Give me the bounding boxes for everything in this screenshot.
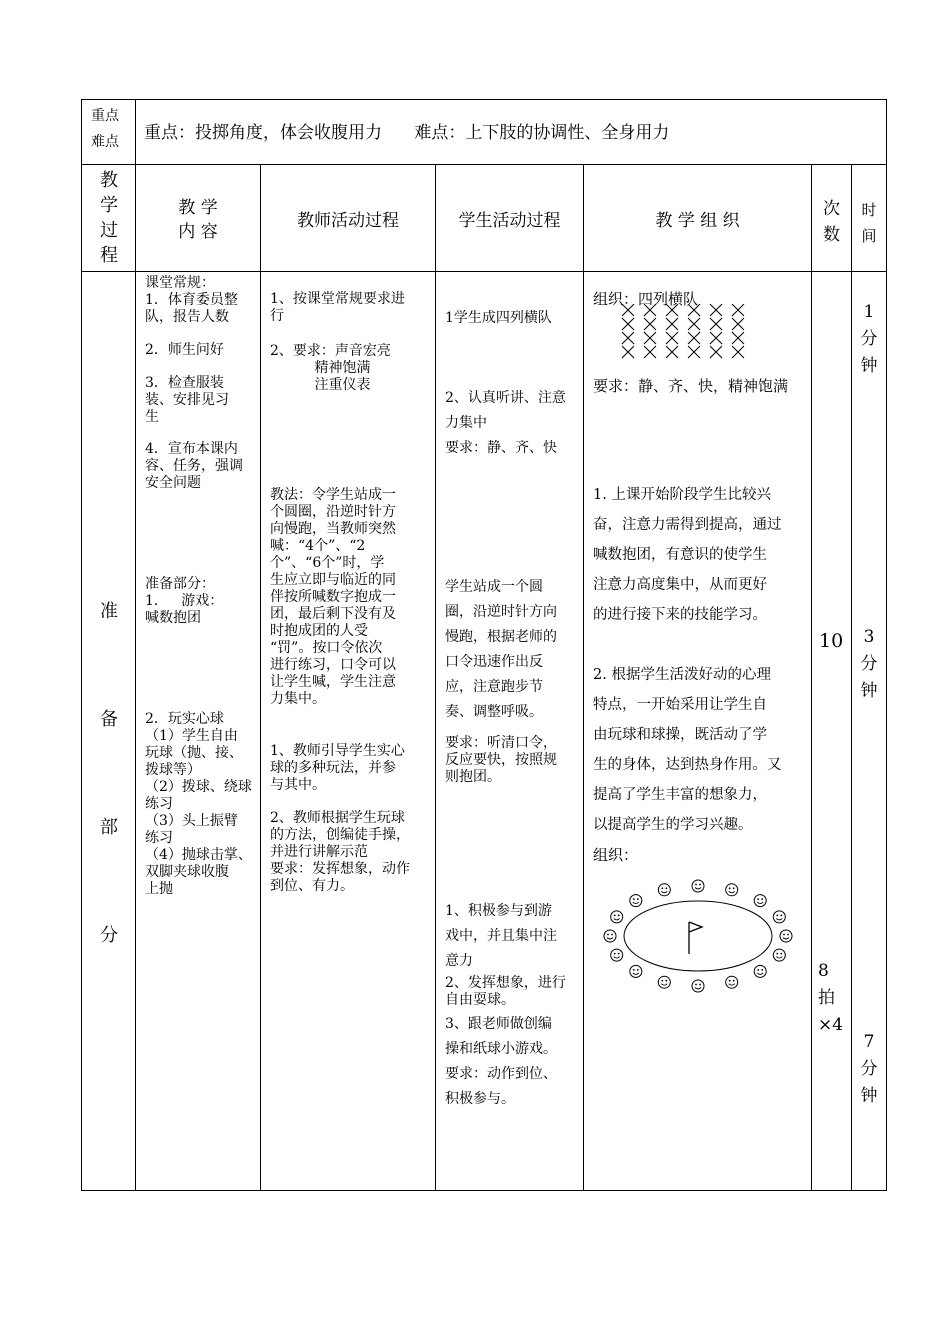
time-3-line: 钟 xyxy=(860,1086,878,1106)
time-1-line: 1 xyxy=(863,302,875,322)
content-prep: 准备部分： 1． 游戏： 喊数抱团 xyxy=(145,576,224,626)
col-divider-1 xyxy=(135,99,136,1191)
border-left xyxy=(81,99,82,1191)
smiley-face-icon xyxy=(611,949,623,961)
count-2-line: ×4 xyxy=(818,1015,844,1035)
formation-cross-icon xyxy=(666,318,678,330)
header-count xyxy=(812,196,851,248)
formation-cross-icon xyxy=(666,332,678,344)
formation-cross-icon xyxy=(688,318,700,330)
time-3-line: 7 xyxy=(863,1032,875,1052)
smiley-face-icon xyxy=(630,895,642,907)
smiley-face-icon xyxy=(604,930,616,942)
time-2-line: 钟 xyxy=(860,681,878,701)
stage-name-char: 准 xyxy=(100,601,118,622)
stage-name-char: 分 xyxy=(100,925,118,946)
formation-cross-icon xyxy=(710,332,722,344)
smiley-face-icon xyxy=(754,895,766,907)
content-ball: 2．玩实心球 （1）学生自由 玩球（抛、接、 拨球等） （2）拨球、绕球 练习 （3）头上振臂 练习 （4）抛球击掌、 双脚夹球收腹 上抛 xyxy=(145,711,252,897)
org-4: 2. 根据学生活泼好动的心理 特点，一开始采用让学生自 由玩球和球操，既活动了学 生的身体，达到热身作用。又 提高了学生丰富的想象力， 以提高学生的学习兴趣。 xyxy=(593,667,782,833)
header-content-line: 教 学 xyxy=(178,198,218,218)
formation-cross-icon xyxy=(644,304,656,316)
formation-cross-icon xyxy=(732,318,744,330)
border-bottom xyxy=(81,1190,887,1191)
student-2: 2、认真听讲、注意 力集中 要求：静、齐、快 xyxy=(445,390,566,456)
formation-cross-icon xyxy=(644,318,656,330)
key-points-label-2: 难点 xyxy=(91,134,119,150)
student-5: 1、积极参与到游 戏中，并且集中注 意力 xyxy=(445,903,557,969)
border-row2 xyxy=(81,271,887,272)
smiley-face-icon xyxy=(773,949,785,961)
time-1-line: 分 xyxy=(860,329,878,349)
header-count-char: 次 xyxy=(823,199,840,219)
smiley-face-icon xyxy=(754,965,766,977)
time-2 xyxy=(852,624,886,705)
header-stage-char: 程 xyxy=(100,245,118,266)
smiley-face-icon xyxy=(726,884,738,896)
header-time xyxy=(852,197,886,249)
header-stage-char: 学 xyxy=(100,195,118,216)
border-top xyxy=(81,99,887,100)
header-time-char: 间 xyxy=(861,227,877,245)
formation-cross-icon xyxy=(622,332,634,344)
header-count-char: 数 xyxy=(823,225,840,245)
stage-name-char: 部 xyxy=(100,817,118,838)
header-organization: 教 学 组 织 xyxy=(655,211,740,231)
time-1 xyxy=(852,299,886,380)
formation-cross-icon xyxy=(622,304,634,316)
circle-ellipse xyxy=(624,901,772,971)
formation-marks xyxy=(622,304,744,358)
org-2: 要求：静、齐、快，精神饱满 xyxy=(593,377,789,395)
formation-cross-icon xyxy=(666,304,678,316)
smiley-face-icon xyxy=(780,930,792,942)
teacher-3: 教法：令学生站成一 个圆圈，沿逆时针方 向慢跑，当教师突然 喊：“4个”、“2 个”、“6个”时，学 生应立即与临近的同 伴按所喊数字抱成一 团，最后剩下没有及 时抱成团的人受 “罚”。按口令依次 进行练习，口令可以 让学生喊，学生注意 力集中。 xyxy=(270,487,396,707)
stage-name-char: 备 xyxy=(100,709,118,730)
org-5: 组织： xyxy=(593,846,639,864)
smiley-face-icon xyxy=(726,976,738,988)
circle-game-diagram xyxy=(602,874,802,1004)
smiley-face-icon xyxy=(658,976,670,988)
count-1: 10 xyxy=(819,630,844,652)
content-announce: 4．宣布本课内 容、任务，强调 安全问题 xyxy=(145,441,243,491)
header-stage-char: 过 xyxy=(100,220,118,241)
formation-cross-icon xyxy=(644,346,656,358)
student-4: 要求：听清口令， 反应要快，按照规 则抱团。 xyxy=(445,735,557,785)
formation-cross-icon xyxy=(732,346,744,358)
time-2-line: 分 xyxy=(860,654,878,674)
header-teacher: 教师活动过程 xyxy=(297,211,399,231)
org-3: 1. 上课开始阶段学生比较兴 奋，注意力需得到提高，通过 喊数抱团，有意识的使学生 注意力高度集中，从而更好 的进行接下来的技能学习。 xyxy=(593,487,782,623)
formation-cross-icon xyxy=(688,304,700,316)
teacher-4: 1、教师引导学生实心 球的多种玩法，并参 与其中。 xyxy=(270,743,405,793)
count-2-line: 8 xyxy=(818,961,829,981)
student-1: 1学生成四列横队 xyxy=(445,310,552,326)
smiley-face-icon xyxy=(611,911,623,923)
time-2-line: 3 xyxy=(863,627,875,647)
smiley-face-icon xyxy=(630,965,642,977)
formation-cross-icon xyxy=(710,346,722,358)
smiley-face-icon xyxy=(692,980,704,992)
formation-cross-icon xyxy=(732,304,744,316)
student-3: 学生站成一个圆 圈，沿逆时针方向 慢跑，根据老师的 口令迅速作出反 应，注意跑步节 奏、调整呼吸。 xyxy=(445,579,557,720)
header-student: 学生活动过程 xyxy=(458,211,561,231)
header-stage xyxy=(94,168,124,268)
content-routine: 课堂常规： 1．体育委员整 队，报告人数 xyxy=(145,275,238,325)
time-3 xyxy=(852,1029,886,1110)
count-2 xyxy=(818,958,843,1039)
student-6: 2、发挥想象，进行 自由耍球。 xyxy=(445,975,566,1008)
formation-cross-icon xyxy=(688,346,700,358)
header-stage-char: 教 xyxy=(100,170,118,191)
stage-name xyxy=(94,558,124,990)
content-check: 3．检查服装 装、安排见习 生 xyxy=(145,375,229,425)
header-content xyxy=(136,196,260,244)
border-row1 xyxy=(81,164,887,165)
teacher-5: 2、教师根据学生玩球 的方法，创编徒手操， 并进行讲解示范 要求：发挥想象，动作 到位、有力。 xyxy=(270,810,410,894)
formation-cross-icon xyxy=(622,318,634,330)
time-1-line: 钟 xyxy=(860,356,878,376)
student-7: 3、跟老师做创编 操和纸球小游戏。 要求：动作到位、 积极参与。 xyxy=(445,1016,557,1107)
col-divider-5 xyxy=(811,164,812,1191)
smiley-face-icon xyxy=(658,884,670,896)
formation-cross-icon xyxy=(732,332,744,344)
border-right xyxy=(886,99,887,1191)
key-points-text: 重点：投掷角度，体会收腹用力 难点：上下肢的协调性、全身用力 xyxy=(144,123,670,143)
header-time-char: 时 xyxy=(861,201,877,219)
formation-cross-icon xyxy=(666,346,678,358)
flag-icon xyxy=(689,922,702,954)
formation-diagram xyxy=(620,304,760,364)
formation-cross-icon xyxy=(710,318,722,330)
teacher-2: 2、要求：声音宏亮 精神饱满 注重仪表 xyxy=(270,343,391,393)
formation-cross-icon xyxy=(688,332,700,344)
key-points-label-1: 重点 xyxy=(91,108,119,124)
formation-cross-icon xyxy=(710,304,722,316)
formation-cross-icon xyxy=(622,346,634,358)
col-divider-4 xyxy=(583,164,584,1191)
time-3-line: 分 xyxy=(860,1059,878,1079)
smiley-face-icon xyxy=(692,880,704,892)
formation-cross-icon xyxy=(644,332,656,344)
teacher-1: 1、按课堂常规要求进 行 xyxy=(270,291,405,324)
smiley-face-icon xyxy=(773,911,785,923)
student-faces xyxy=(604,880,792,992)
count-2-line: 拍 xyxy=(818,988,835,1008)
header-content-line: 内 容 xyxy=(178,222,218,242)
col-divider-3 xyxy=(435,164,436,1191)
content-greet: 2．师生问好 xyxy=(145,342,224,358)
org-1: 组织：四列横队 xyxy=(593,290,699,308)
col-divider-2 xyxy=(260,164,261,1191)
